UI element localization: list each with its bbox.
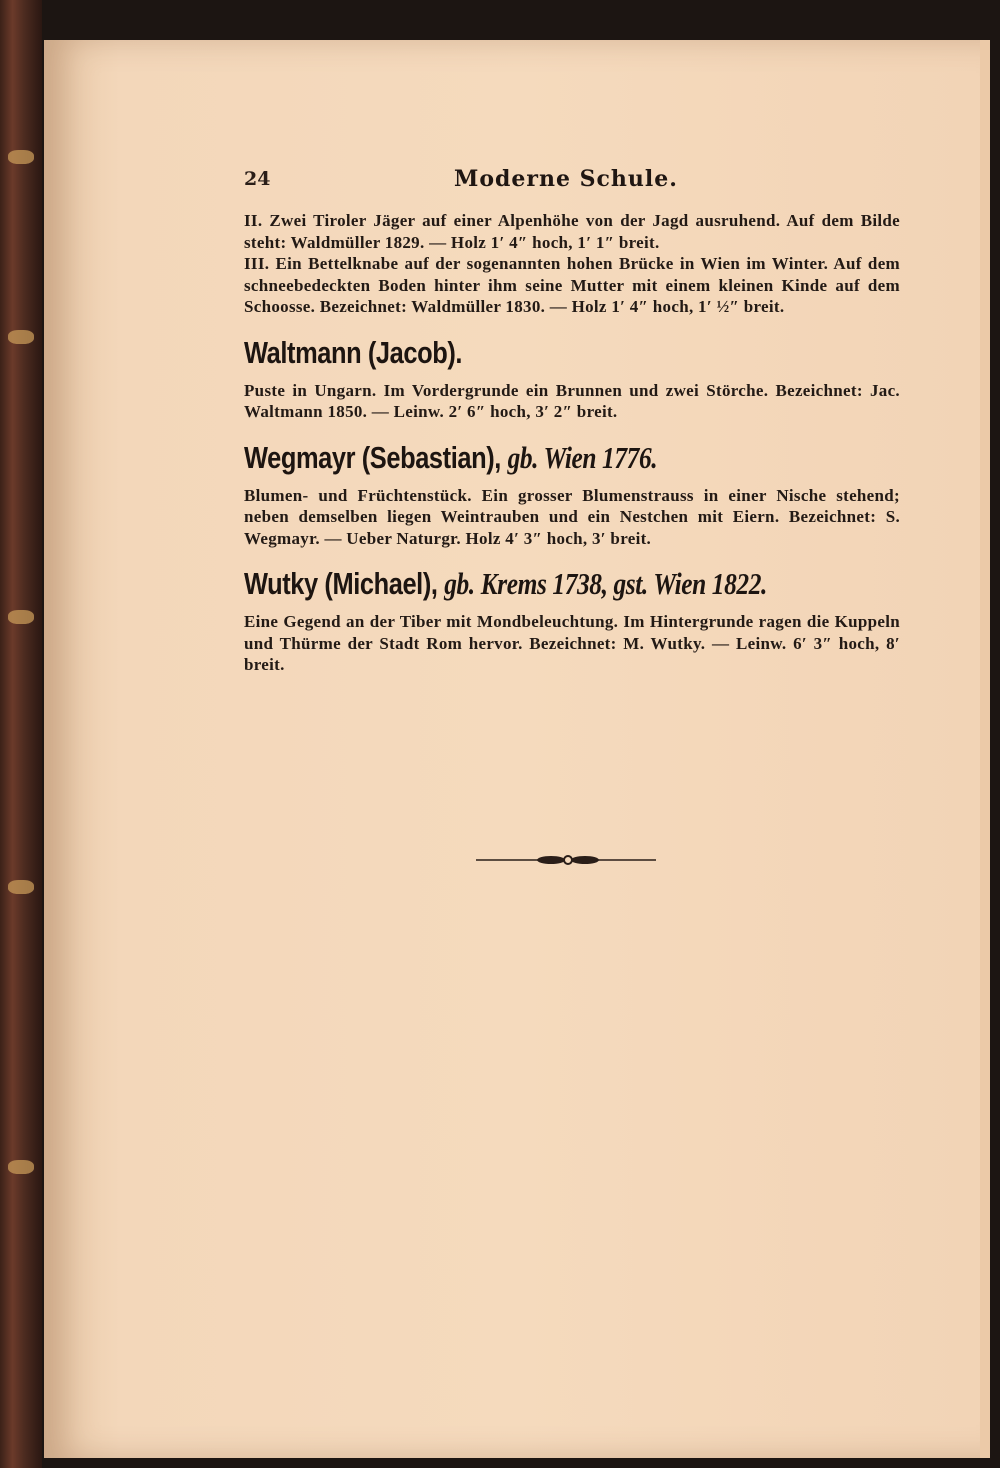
page-number: 24	[244, 168, 271, 190]
entry-paragraph: III. Ein Bettelknabe auf der sogenannten hohen Brücke in Wien im Winter. Auf dem schneebedeckten Boden hinter ihm seine Mutter mit einem kleinen Kinde auf dem Schoosse. Bezeichnet: Waldmüller 1830. — Holz 1′ 4″ hoch, 1′ ½″ breit.	[244, 254, 900, 316]
artist-heading	[244, 439, 782, 477]
spine-ornament	[8, 610, 34, 624]
page-body	[244, 210, 900, 676]
ornament-divider	[476, 850, 656, 870]
page-header	[244, 168, 714, 198]
artist-life-dates: gb. Krems 1738, gst. Wien 1822.	[444, 566, 767, 601]
artist-name: Waltmann (Jacob).	[244, 334, 463, 370]
spine-ornament	[8, 1160, 34, 1174]
entry-paragraph: II. Zwei Tiroler Jäger auf einer Alpenhöhe von der Jagd ausruhend. Auf dem Bilde steht: Waldmüller 1829. — Holz 1′ 4″ hoch, 1′ 1″ breit.	[244, 211, 900, 252]
artist-name: Wutky (Michael),	[244, 566, 438, 601]
artist-life-dates: gb. Wien 1776.	[507, 439, 658, 475]
spine-ornament	[8, 150, 34, 164]
running-title: Moderne Schule.	[454, 166, 678, 192]
entry-paragraph: Puste in Ungarn. Im Vordergrunde ein Brunnen und zwei Störche. Bezeichnet: Jac. Waltmann 1850. — Leinw. 2′ 6″ hoch, 3′ 2″ breit.	[244, 380, 900, 421]
entry-paragraph: Blumen- und Früchtenstück. Ein grosser Blumenstrauss in einer Nische stehend; neben demselben liegen Weintrauben und ein Nestchen mit Eiern. Bezeichnet: S. Wegmayr. — Ueber Naturgr. Holz 4′ 3″ hoch, 3′ breit.	[244, 485, 900, 548]
spine-ornament	[8, 330, 34, 344]
entry-paragraph: Eine Gegend an der Tiber mit Mondbeleuchtung. Im Hintergrunde ragen die Kuppeln und Thürme der Stadt Rom hervor. Bezeichnet: M. Wutky. — Leinw. 6′ 3″ hoch, 8′ breit.	[244, 612, 900, 674]
artist-heading	[244, 334, 782, 372]
book-spine	[0, 0, 42, 1468]
page-edge	[980, 40, 990, 1458]
artist-heading	[244, 565, 782, 603]
spine-ornament	[8, 880, 34, 894]
artist-name: Wegmayr (Sebastian),	[244, 439, 501, 475]
